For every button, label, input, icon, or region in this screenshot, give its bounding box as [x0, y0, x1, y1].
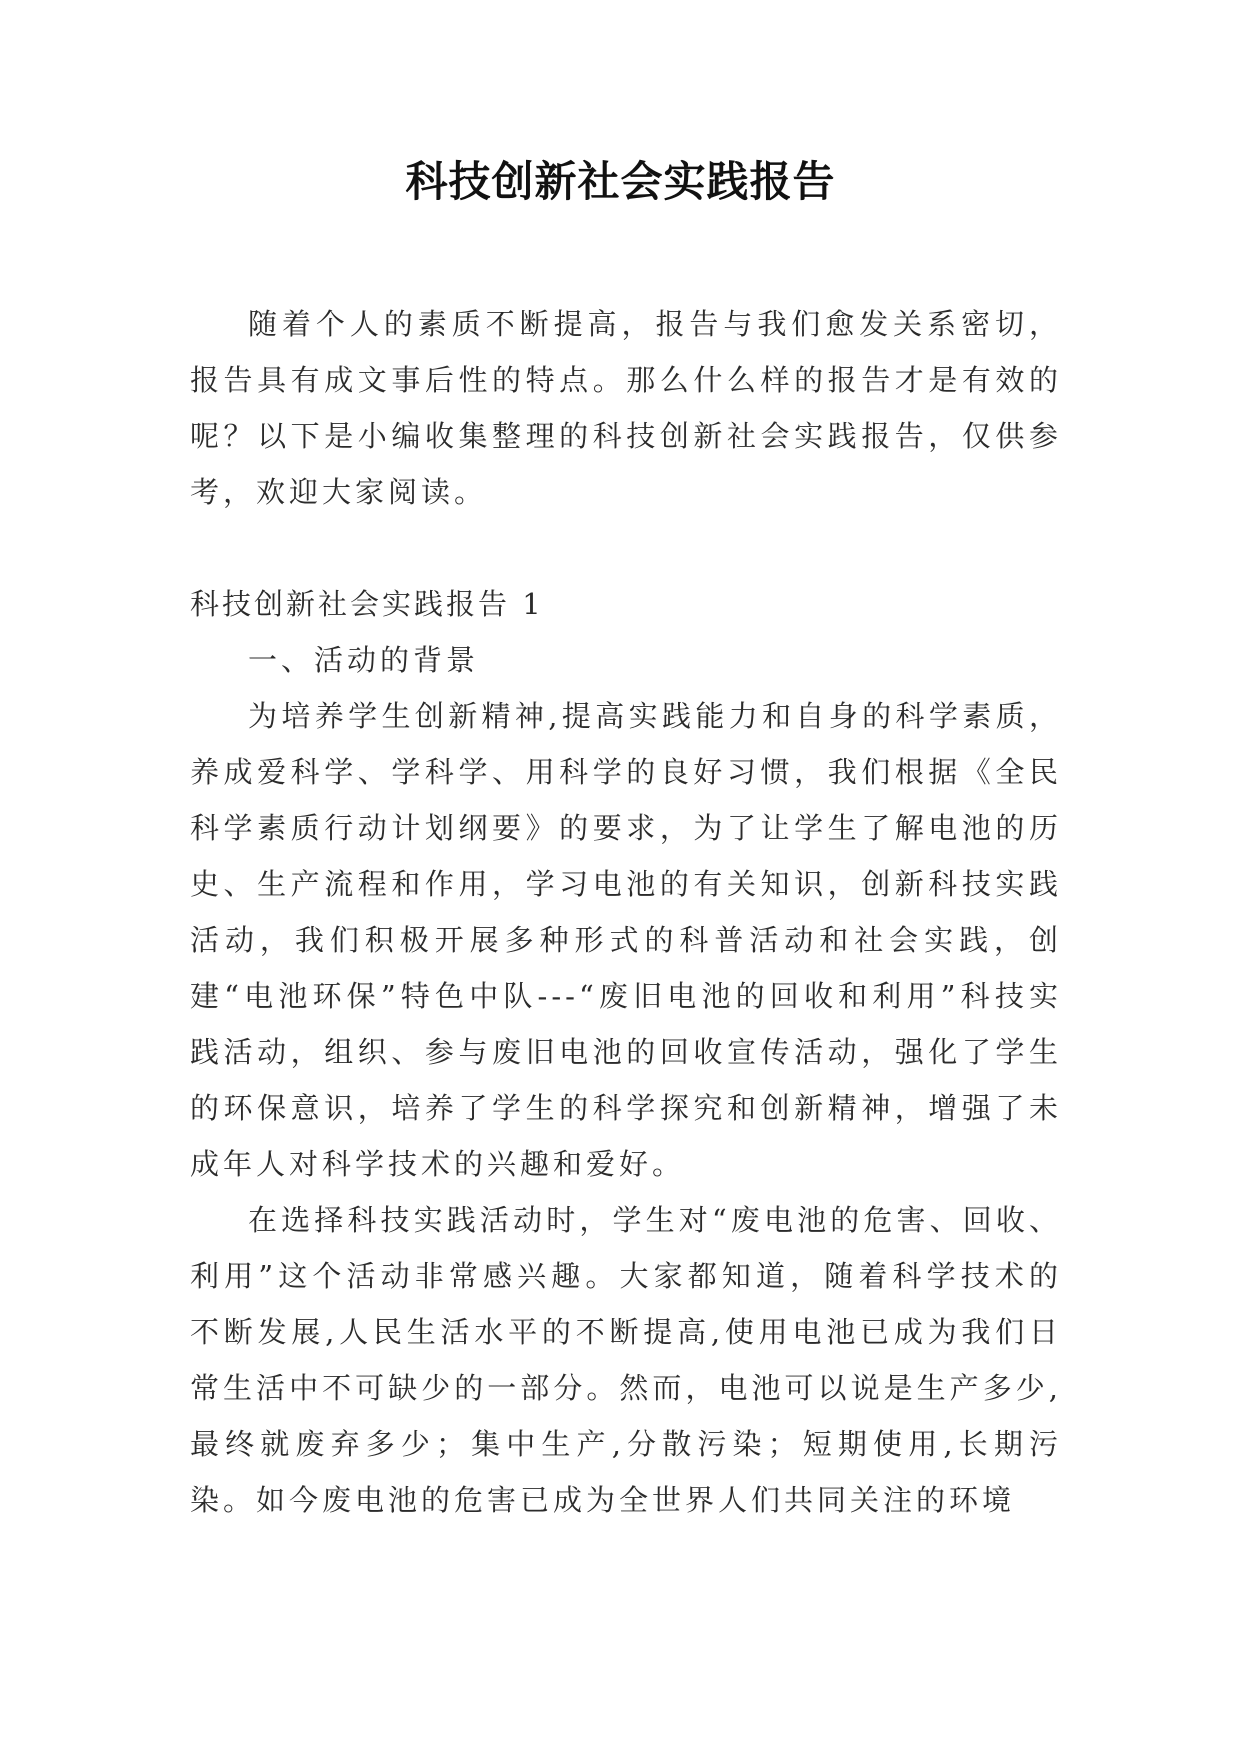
- body-paragraph-2: 在选择科技实践活动时，学生对“废电池的危害、回收、利用”这个活动非常感兴趣。大家都知道，随着科学技术的不断发展,人民生活水平的不断提高,使用电池已成为我们日常生活中不可缺少的一部分。然而，电池可以说是生产多少,最终就废弃多少；集中生产,分散污染；短期使用,长期污染。如今废电池的危害已成为全世界人们共同关注的环境: [190, 1203, 1062, 1517]
- section-title: 科技创新社会实践报告 1: [190, 587, 544, 621]
- intro-paragraph: 随着个人的素质不断提高，报告与我们愈发关系密切，报告具有成文事后性的特点。那么什么样的报告才是有效的呢？以下是小编收集整理的科技创新社会实践报告，仅供参考，欢迎大家阅读。: [190, 307, 1062, 509]
- document-title: 科技创新社会实践报告: [405, 157, 836, 206]
- document-body: [190, 296, 1062, 1528]
- section-heading: 一、活动的背景: [248, 643, 480, 677]
- paragraph-spacer: [190, 520, 1062, 576]
- body-paragraph-1: 为培养学生创新精神,提高实践能力和自身的科学素质，养成爱科学、学科学、用科学的良好习惯，我们根据《全民科学素质行动计划纲要》的要求，为了让学生了解电池的历史、生产流程和作用，学习电池的有关知识，创新科技实践活动，我们积极开展多种形式的科普活动和社会实践，创建“电池环保”特色中队---“废旧电池的回收和利用”科技实践活动，组织、参与废旧电池的回收宣传活动，强化了学生的环保意识，培养了学生的科学探究和创新精神，增强了未成年人对科学技术的兴趣和爱好。: [190, 699, 1062, 1181]
